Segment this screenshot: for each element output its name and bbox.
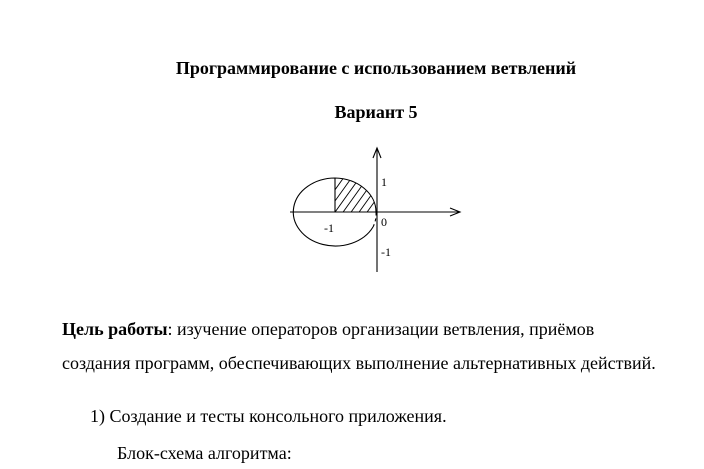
region-figure	[280, 140, 470, 275]
document-title: Программирование с использованием ветвлений	[175, 58, 577, 78]
list-item-2: Блок-схема алгоритма:	[117, 443, 292, 463]
goal-line-2: создания программ, обеспечивающих выполнение альтернативных действий.	[62, 353, 656, 373]
y-label-bottom: -1	[381, 245, 391, 259]
origin-label: 0	[381, 215, 387, 229]
goal-line-1	[62, 318, 594, 340]
variant-heading: Вариант 5	[334, 102, 418, 122]
ellipse-dashed-arc	[373, 212, 376, 227]
y-label-top: 1	[381, 175, 387, 189]
goal-label: Цель работы	[62, 319, 168, 339]
goal-text-1: : изучение операторов организации ветвления, приёмов	[167, 319, 595, 339]
x-label-left: -1	[324, 221, 334, 235]
list-item-1: 1) Создание и тесты консольного приложения.	[90, 406, 447, 426]
region-graph	[280, 140, 470, 275]
